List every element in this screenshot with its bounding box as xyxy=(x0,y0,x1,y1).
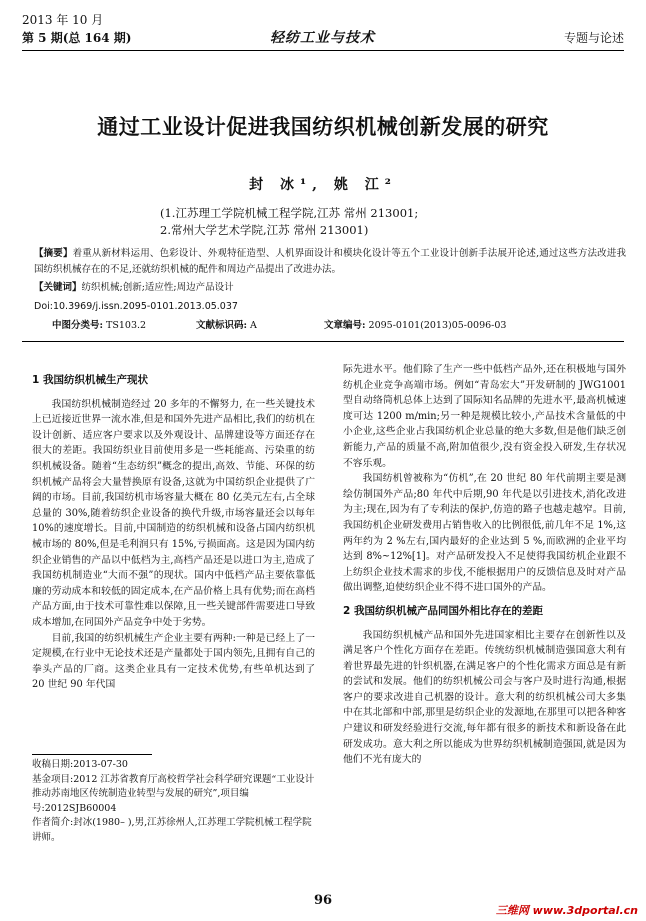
authors: 封 冰¹, 姚 江² xyxy=(249,177,397,193)
right-column xyxy=(343,362,626,768)
footnote-rule xyxy=(32,754,152,755)
issue-date: 2013 年 10 月 xyxy=(22,13,104,27)
abstract-text: 着重从新材料运用、色彩设计、外观特征造型、人机界面设计和模块化设计等五个工业设计创新手法展开论述,通过这些方法改进我国纺织机械存在的不足,还就纺织机械的配件和周边产品提出了改进办法。 xyxy=(34,248,626,275)
fund-info: 基金项目:2012 江苏省教育厅高校哲学社会科学研究课题“工业设计推动苏南地区传统制造业转型与发展的研究”,项目编号:2012SJB60004 xyxy=(32,773,315,814)
received-date: 收稿日期:2013-07-30 xyxy=(32,759,128,770)
affiliation-1: (1.江苏理工学院机械工程学院,江苏 常州 213001; xyxy=(160,206,419,220)
doi: Doi:10.3969/j.issn.2095-0101.2013.05.037 xyxy=(34,301,238,312)
article-title: 通过工业设计促进我国纺织机械创新发展的研究 xyxy=(97,115,549,139)
section-name: 专题与论述 xyxy=(563,31,624,45)
abstract xyxy=(34,246,626,277)
art-value: 2095-0101(2013)05-0096-03 xyxy=(368,320,507,331)
affiliation-2: 2.常州大学艺术学院,江苏 常州 213001) xyxy=(160,223,369,237)
section-heading-2: 2 我国纺织机械产品同国外相比存在的差距 xyxy=(343,604,543,617)
keywords-text: 纺织机械;创新;适应性;周边产品设计 xyxy=(81,282,234,293)
doc-label: 文献标识码: xyxy=(196,320,248,331)
clc-value: TS103.2 xyxy=(106,320,147,331)
paragraph: 目前,我国的纺织机械生产企业主要有两种:一种是已经上了一定规模,在行业中无论技术还是产量都处于国内领先,且拥有自己的拳头产品的厂商。这类企业具有一定技术优势,有些单机达到了 20 世纪 90 年代国 xyxy=(32,632,315,691)
abstract-rule xyxy=(22,341,624,342)
abstract-label: 【摘要】 xyxy=(34,248,73,259)
footnote xyxy=(32,758,315,846)
page-number: 96 xyxy=(313,893,333,908)
keywords xyxy=(34,280,234,295)
doc-value: A xyxy=(250,320,257,331)
paragraph: 际先进水平。他们除了生产一些中低档产品外,还在积极地与国外纺机企业竞争高端市场。例如“青岛宏大”开发研制的 JWG1001 型自动络筒机总体上达到了国际知名品牌的先进水平,最高机械速度可达 1200 m/min;另一种是规模比较小,产品技术含量低的中小企业,这些企业占我国纺机企业总量的绝大多数,但是他们缺乏创新能力,产品的质量不高,附加值很少,没有资金投入研发,生存状况不容乐观。 xyxy=(343,364,626,469)
clc-number xyxy=(52,318,146,333)
left-column xyxy=(32,365,315,693)
author-bio: 作者简介:封冰(1980– ),男,江苏徐州人,江苏理工学院机械工程学院讲师。 xyxy=(32,817,312,843)
header-rule xyxy=(22,50,624,51)
section-heading-1: 1 我国纺织机械生产现状 xyxy=(32,374,148,386)
keywords-label: 【关键词】 xyxy=(34,282,82,293)
watermark: 三维网 www.3dportal.cn xyxy=(495,904,638,917)
paragraph: 我国纺织机械制造经过 20 多年的不懈努力, 在一些关键技术上已近接近世界一流水准,但是和国外先进产品相比,我们的纺机在设计创新、适应客户要求以及外观设计、品牌建设等方面还存在很大的差距。我国纺织业目前使用多是一些耗能高、污染重的纺织机械设备。随着“生态纺织”概念的提出,高效、节能、环保的纺织机械产品将会大量替换原有设备,这就为中国纺织企业提供了广阔的市场。目前,我国纺机市场容量大概在 80 亿美元左右,占全球总量的 30%,随着纺织企业设备的换代升级,市场容量还会以每年 10%的速度增长。目前,中国制造的纺织机械和设备占国内纺织机械市场的 80%,但是毛利润只有 15%,亏损面高。这是因为国内纺织企业销售的产品以中低档为主,高档产品还是以进口为主,造成了我国纺机制造业“大而不强”的现状。国内中低档产品主要依靠低廉的劳动成本和较低的固定成本,在产品价格上具有优势;而在高档产品方面,由于技术可靠性难以保障,且一些关键部件需要进口导致成本增加,在同国外产品竞争中处于劣势。 xyxy=(32,398,315,628)
journal-name: 轻纺工业与技术 xyxy=(270,30,375,46)
paragraph: 我国纺机曾被称为“仿机”,在 20 世纪 80 年代前期主要是测绘仿制国外产品;80 年代中后期,90 年代是以引进技术,消化改进为主;现在,因为有了专利法的保护,仿造的路子也越走越窄。目前,我国纺机企业研发费用占销售收入的比例很低,前几年不足 1%,这两年约为 2 %左右,国内最好的企业达到 5 %,而欧洲的企业平均达到 8%~12%[1]。对产品研发投入不足使得我国纺机企业跟不上纺织企业技术需求的步伐,不能根据用户的反馈信息及时对产品做出调整,迫使纺织企业不得不进口国外的产品。 xyxy=(343,473,626,594)
doc-code xyxy=(196,318,257,333)
article-number xyxy=(324,318,506,333)
issue-number: 第 5 期(总 164 期) xyxy=(22,31,132,45)
clc-label: 中图分类号: xyxy=(52,320,104,331)
art-label: 文章编号: xyxy=(324,320,366,331)
paragraph: 我国纺织机械产品和国外先进国家相比主要存在创新性以及满足客户个性化方面存在差距。传统纺织机械制造强国意大利有着世界最先进的针织机器,在满足客户的个性化需求方面总是有新的尝试和发展。他们的纺织机械公司会与客户及时进行沟通,根据客户的要求改进自己机器的设计。意大利的纺织机械公司大多集中在其北部和中部,那里是纺织企业的发源地,在那里可以把各种客户建议和研发经验进行交流,每年都有很多的新技术和新设备在此研发成功。意大利之所以能成为世界纺织机械制造强国,就是因为他们不光有庞大的 xyxy=(343,629,626,766)
